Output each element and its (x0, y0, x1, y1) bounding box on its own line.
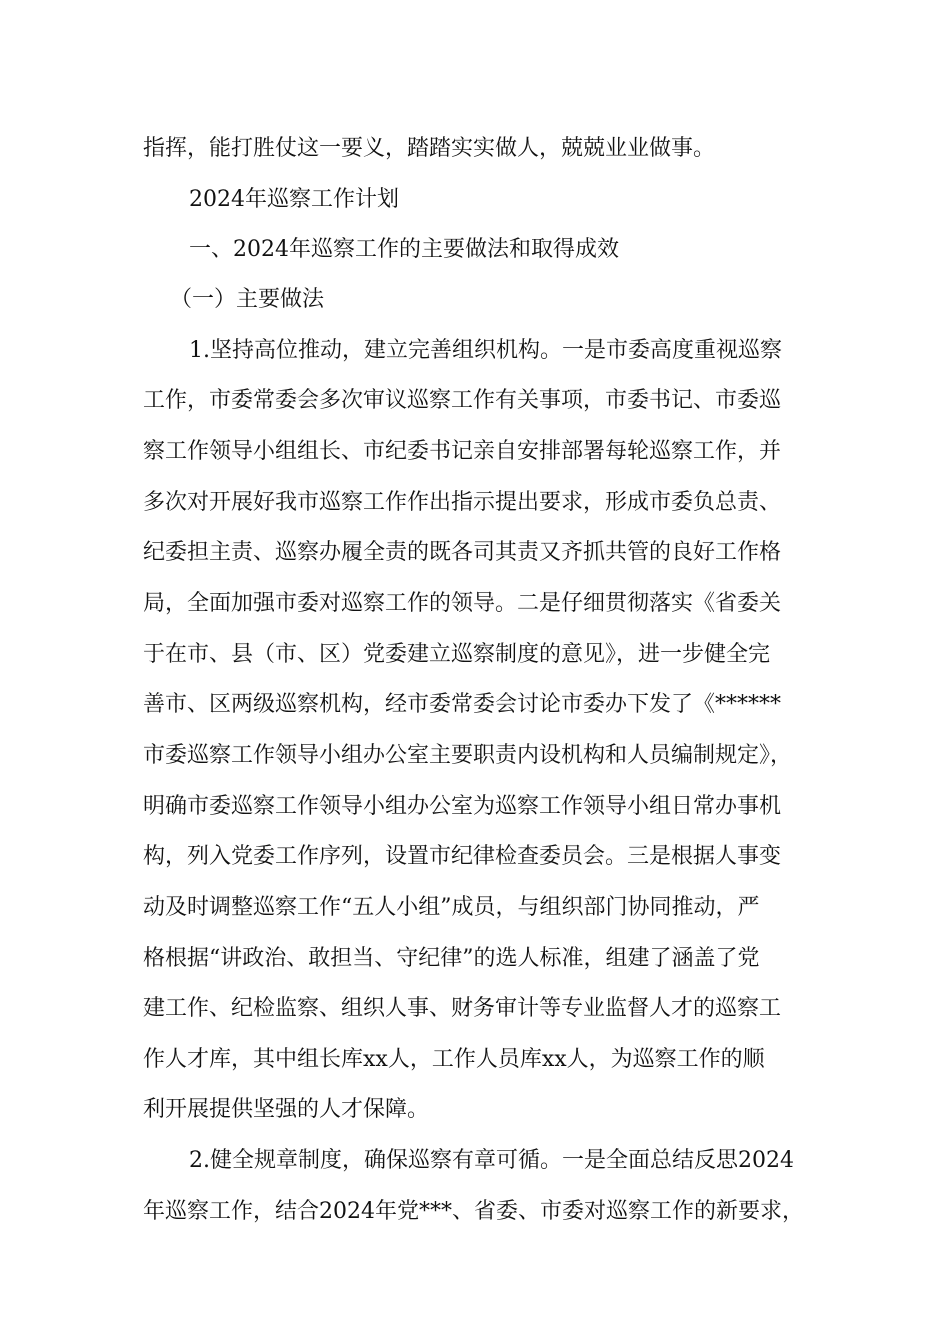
paragraph-line: 工作，市委常委会多次审议巡察工作有关事项，市委书记、市委巡 (143, 388, 782, 413)
section-heading: 一、2024年巡察工作的主要做法和取得成效 (189, 237, 619, 262)
paragraph-line: 局，全面加强市委对巡察工作的领导。二是仔细贯彻落实《省委关 (143, 591, 782, 616)
paragraph-line: 动及时调整巡察工作“五人小组”成员，与组织部门协同推动，严 (143, 895, 760, 920)
paragraph-line: 作人才库，其中组长库xx人，工作人员库xx人，为巡察工作的顺 (143, 1047, 765, 1072)
paragraph-line: 察工作领导小组组长、市纪委书记亲自安排部署每轮巡察工作，并 (143, 439, 782, 464)
paragraph-line: 建工作、纪检监察、组织人事、财务审计等专业监督人才的巡察工 (143, 996, 782, 1021)
paragraph-line: 于在市、县（市、区）党委建立巡察制度的意见》，进一步健全完 (143, 642, 771, 667)
subsection-heading: （一）主要做法 (170, 287, 325, 312)
paragraph-line: 利开展提供坚强的人才保障。 (143, 1097, 430, 1122)
paragraph-line: 善市、区两级巡察机构，经市委常委会讨论市委办下发了《****** (143, 692, 782, 717)
paragraph-line: 年巡察工作，结合2024年党***、省委、市委对巡察工作的新要求， (143, 1199, 804, 1224)
paragraph-line: 格根据“讲政治、敢担当、守纪律”的选人标准，组建了涵盖了党 (143, 946, 760, 971)
paragraph-line: 指挥，能打胜仗这一要义，踏踏实实做人，兢兢业业做事。 (143, 136, 716, 161)
paragraph-line: 市委巡察工作领导小组办公室主要职责内设机构和人员编制规定》， (143, 743, 793, 768)
paragraph-line: 构，列入党委工作序列，设置市纪律检查委员会。三是根据人事变 (143, 844, 782, 869)
document-title: 2024年巡察工作计划 (189, 187, 399, 212)
paragraph-line: 多次对开展好我市巡察工作作出指示提出要求，形成市委负总责、 (143, 490, 782, 515)
paragraph-line: 纪委担主责、巡察办履全责的既各司其责又齐抓共管的良好工作格 (143, 540, 782, 565)
paragraph-line: 1.坚持高位推动，建立完善组织机构。一是市委高度重视巡察 (189, 338, 782, 363)
paragraph-line: 2.健全规章制度，确保巡察有章可循。一是全面总结反思2024 (189, 1148, 794, 1173)
paragraph-line: 明确市委巡察工作领导小组办公室为巡察工作领导小组日常办事机 (143, 794, 782, 819)
